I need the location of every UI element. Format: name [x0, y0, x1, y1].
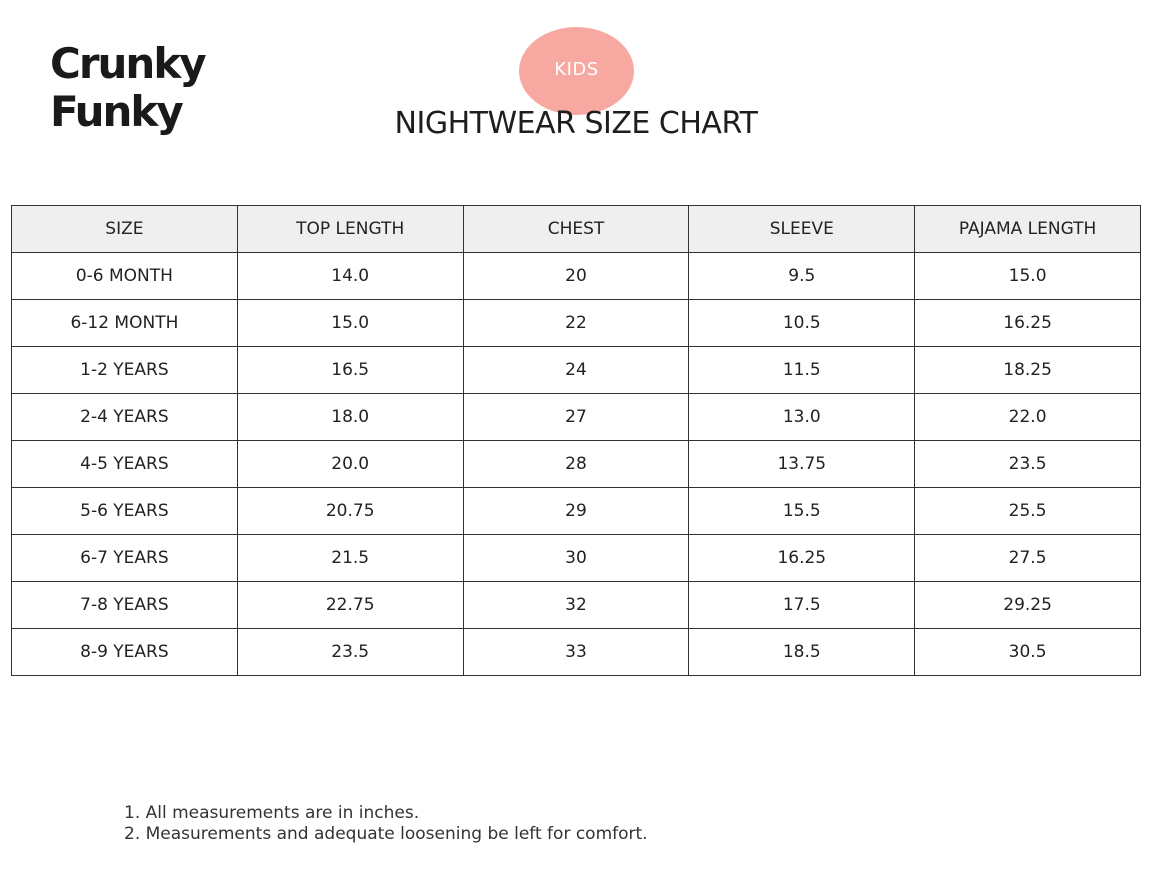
footnotes [124, 803, 648, 845]
cell-size: 4-5 YEARS [12, 441, 238, 488]
table-row [12, 441, 1141, 488]
cell-chest: 20 [463, 253, 689, 300]
cell-chest: 29 [463, 488, 689, 535]
table-row [12, 488, 1141, 535]
table-row [12, 300, 1141, 347]
size-chart-table [11, 205, 1141, 676]
cell-pajama-length: 18.25 [915, 347, 1141, 394]
cell-sleeve: 11.5 [689, 347, 915, 394]
cell-sleeve: 10.5 [689, 300, 915, 347]
cell-top-length: 16.5 [237, 347, 463, 394]
table-row [12, 253, 1141, 300]
cell-top-length: 20.75 [237, 488, 463, 535]
table-row [12, 347, 1141, 394]
cell-chest: 22 [463, 300, 689, 347]
cell-chest: 28 [463, 441, 689, 488]
header-chest: CHEST [463, 206, 689, 253]
cell-top-length: 23.5 [237, 629, 463, 676]
table-row [12, 629, 1141, 676]
page-title: NIGHTWEAR SIZE CHART [394, 106, 758, 141]
cell-size: 1-2 YEARS [12, 347, 238, 394]
brand-logo-line1: Crunky [50, 39, 205, 88]
cell-top-length: 20.0 [237, 441, 463, 488]
table-row [12, 535, 1141, 582]
cell-chest: 32 [463, 582, 689, 629]
header-size: SIZE [12, 206, 238, 253]
cell-sleeve: 9.5 [689, 253, 915, 300]
cell-pajama-length: 23.5 [915, 441, 1141, 488]
cell-sleeve: 13.0 [689, 394, 915, 441]
cell-chest: 24 [463, 347, 689, 394]
cell-sleeve: 16.25 [689, 535, 915, 582]
table-row [12, 582, 1141, 629]
cell-size: 6-7 YEARS [12, 535, 238, 582]
cell-top-length: 22.75 [237, 582, 463, 629]
cell-top-length: 21.5 [237, 535, 463, 582]
header-top-length: TOP LENGTH [237, 206, 463, 253]
table-row [12, 394, 1141, 441]
cell-pajama-length: 29.25 [915, 582, 1141, 629]
cell-top-length: 15.0 [237, 300, 463, 347]
cell-top-length: 14.0 [237, 253, 463, 300]
cell-top-length: 18.0 [237, 394, 463, 441]
kids-badge: KIDS [519, 27, 634, 115]
cell-pajama-length: 16.25 [915, 300, 1141, 347]
header-sleeve: SLEEVE [689, 206, 915, 253]
footnote-2: 2. Measurements and adequate loosening be left for comfort. [124, 824, 648, 844]
cell-sleeve: 18.5 [689, 629, 915, 676]
cell-size: 2-4 YEARS [12, 394, 238, 441]
cell-pajama-length: 30.5 [915, 629, 1141, 676]
cell-chest: 33 [463, 629, 689, 676]
cell-pajama-length: 25.5 [915, 488, 1141, 535]
brand-logo-line2: Funky [50, 87, 182, 136]
cell-pajama-length: 27.5 [915, 535, 1141, 582]
cell-pajama-length: 22.0 [915, 394, 1141, 441]
cell-size: 5-6 YEARS [12, 488, 238, 535]
header-pajama-length: PAJAMA LENGTH [915, 206, 1141, 253]
cell-size: 8-9 YEARS [12, 629, 238, 676]
table-header-row [12, 206, 1141, 253]
cell-chest: 30 [463, 535, 689, 582]
cell-size: 0-6 MONTH [12, 253, 238, 300]
cell-size: 6-12 MONTH [12, 300, 238, 347]
footnote-1: 1. All measurements are in inches. [124, 803, 420, 823]
cell-sleeve: 15.5 [689, 488, 915, 535]
cell-sleeve: 17.5 [689, 582, 915, 629]
table-body [12, 253, 1141, 676]
cell-sleeve: 13.75 [689, 441, 915, 488]
cell-pajama-length: 15.0 [915, 253, 1141, 300]
cell-chest: 27 [463, 394, 689, 441]
cell-size: 7-8 YEARS [12, 582, 238, 629]
